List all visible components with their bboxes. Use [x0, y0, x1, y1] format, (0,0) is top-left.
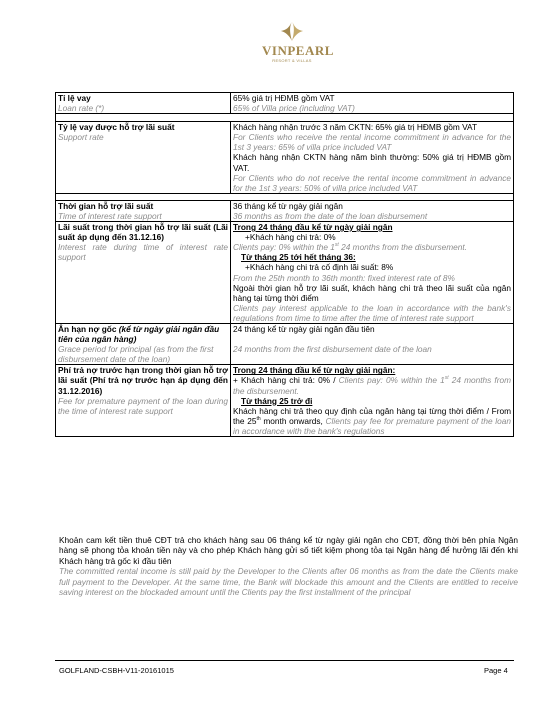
vinpearl-bird-logo-icon — [280, 20, 304, 42]
row-label-en: Interest rate during time of interest rate support — [58, 242, 228, 263]
value-vi: +Khách hàng chi trả cố định lãi suất: 8% — [245, 262, 394, 273]
section-heading: Từ tháng 25 trở đi — [241, 395, 313, 406]
loan-terms-table — [55, 92, 514, 437]
value-en: From the 25th month to 36th month: fixed interest rate of 8% — [233, 272, 455, 283]
section-heading: Trong 24 tháng đầu kể từ ngày giải ngân: — [233, 365, 396, 376]
row-label-vi: Ân hạn nợ gốc (kể từ ngày giải ngân đầu tiên của ngân hàng) — [58, 323, 220, 345]
value-vi: Khách hàng nhận CKTN hàng năm bình thường: 50% giá trị HĐMB gồm VAT. — [233, 152, 511, 173]
table-row — [56, 200, 514, 221]
row-label-cell — [56, 365, 231, 437]
value-en: For Clients who do not receive the rental income commitment in advance for the 1st 3 years: 50% of villa price included VAT — [233, 172, 511, 193]
table-row — [56, 365, 514, 437]
vinpearl-logo — [262, 20, 334, 63]
brand-name: VINPEARL — [262, 43, 334, 58]
row-label-cell — [56, 93, 231, 114]
value-vi: 24 tháng kể từ ngày giải ngân đầu tiên — [233, 323, 375, 334]
spacer-row — [56, 114, 514, 122]
value-en: Clients pay: 0% within the 1st 24 months from the disbursement. — [233, 242, 468, 253]
row-label-vi: Phí trả nợ trước hạn trong thời gian hỗ trợ lãi suất (Phí trả nợ trước hạn áp dụng đến 31.12.2016) — [58, 365, 228, 396]
brand-subtitle: RESORT & VILLAS — [272, 58, 312, 63]
table-row — [56, 122, 514, 194]
value-vi: Khách hàng nhận trước 3 năm CKTN: 65% giá trị HĐMB gồm VAT — [233, 122, 478, 133]
section-heading: Từ tháng 25 tới hết tháng 36: — [241, 252, 356, 263]
row-label-en: Support rate — [58, 132, 104, 143]
value-mixed: + Khách hàng chi trả: 0% / Clients pay: 0% within the 1st 24 months from the disbursement. — [233, 375, 511, 396]
table-row — [56, 323, 514, 364]
row-label-cell — [56, 122, 231, 194]
value-en: 65% of Villa price (including VAT) — [233, 103, 355, 114]
row-label-cell — [56, 222, 231, 324]
row-label-en: Loan rate (*) — [58, 103, 105, 114]
table-row — [56, 93, 514, 114]
row-label-en: Fee for premature payment of the loan during the time of interest rate support — [58, 395, 228, 416]
row-value-cell — [231, 222, 514, 324]
value-en: For Clients who receive the rental income commitment in advance for the 1st 3 years: 65% of villa price included VAT — [233, 132, 511, 153]
section-heading: Trong 24 tháng đầu kể từ ngày giải ngân — [233, 222, 393, 233]
value-en: 36 months as from the date of the loan disbursement — [233, 210, 428, 221]
table-row — [56, 222, 514, 324]
row-label-en: Grace period for principal (as from the first disbursement date of the loan) — [58, 344, 214, 365]
paragraph-vi: Khoản cam kết tiền thuê CĐT trả cho khách hàng sau 06 tháng kể từ ngày giải ngân cho CĐT, đồng thời bên phía Ngân hàng sẽ phong tỏa khoản tiền này và cho phép Khách hàng gửi số tiết kiệm phong tỏa tại Ngân hàng để hưởng lãi đến khi Khách hàng trả gốc kì đầu tiên — [59, 535, 518, 566]
row-value-cell — [231, 122, 514, 194]
value-vi: +Khách hàng chi trả: 0% — [245, 232, 336, 243]
spacer-row — [56, 193, 514, 200]
rental-commitment-paragraph — [59, 535, 518, 597]
value-en: 24 months from the first disbursement date of the loan — [233, 344, 432, 355]
value-vi: 65% giá trị HĐMB gồm VAT — [233, 93, 335, 103]
footer-page-number: Page 4 — [484, 666, 508, 675]
value-vi: 36 tháng kể từ ngày giải ngân — [233, 200, 343, 211]
row-label-vi: Tỉ lệ vay — [58, 93, 91, 103]
value-mixed: Khách hàng chi trả theo quy định của ngân hàng tại từng thời điểm / From the 25th month onwards, Clients pay fee for premature payment of the loan in accordance with the bank's regulations — [233, 405, 511, 436]
row-value-cell — [231, 200, 514, 221]
row-value-cell — [231, 323, 514, 364]
value-vi: Ngoài thời gian hỗ trợ lãi suất, khách hàng chi trả theo lãi suất của ngân hàng tại từng thời điểm — [233, 282, 511, 303]
value-en: Clients pay interest applicable to the loan in accordance with the bank's regulations from time to time after the time of interest rate support — [233, 302, 511, 323]
row-label-cell — [56, 200, 231, 221]
row-label-en: Time of interest rate support — [58, 210, 162, 221]
paragraph-en: The committed rental income is still paid by the Developer to the Clients after 06 months as from the date the Clients make full payment to the Developer. At the same time, the Bank will blockade this amount and the Clients are entitled to receive saving interest on the blockaded amount until the Clients pay the first installment of the principal — [59, 566, 518, 598]
row-label-vi: Lãi suất trong thời gian hỗ trợ lãi suất (Lãi suất áp dụng đến 31.12.16) — [58, 222, 228, 243]
row-label-vi: Thời gian hỗ trợ lãi suất — [58, 200, 154, 211]
footer-divider — [55, 660, 514, 661]
row-label-vi: Tỷ lệ vay được hỗ trợ lãi suất — [58, 122, 175, 133]
row-value-cell — [231, 93, 514, 114]
row-label-cell — [56, 323, 231, 364]
row-value-cell — [231, 365, 514, 437]
footer-doc-code: GOLFLAND-CSBH-V11-20161015 — [59, 666, 174, 675]
